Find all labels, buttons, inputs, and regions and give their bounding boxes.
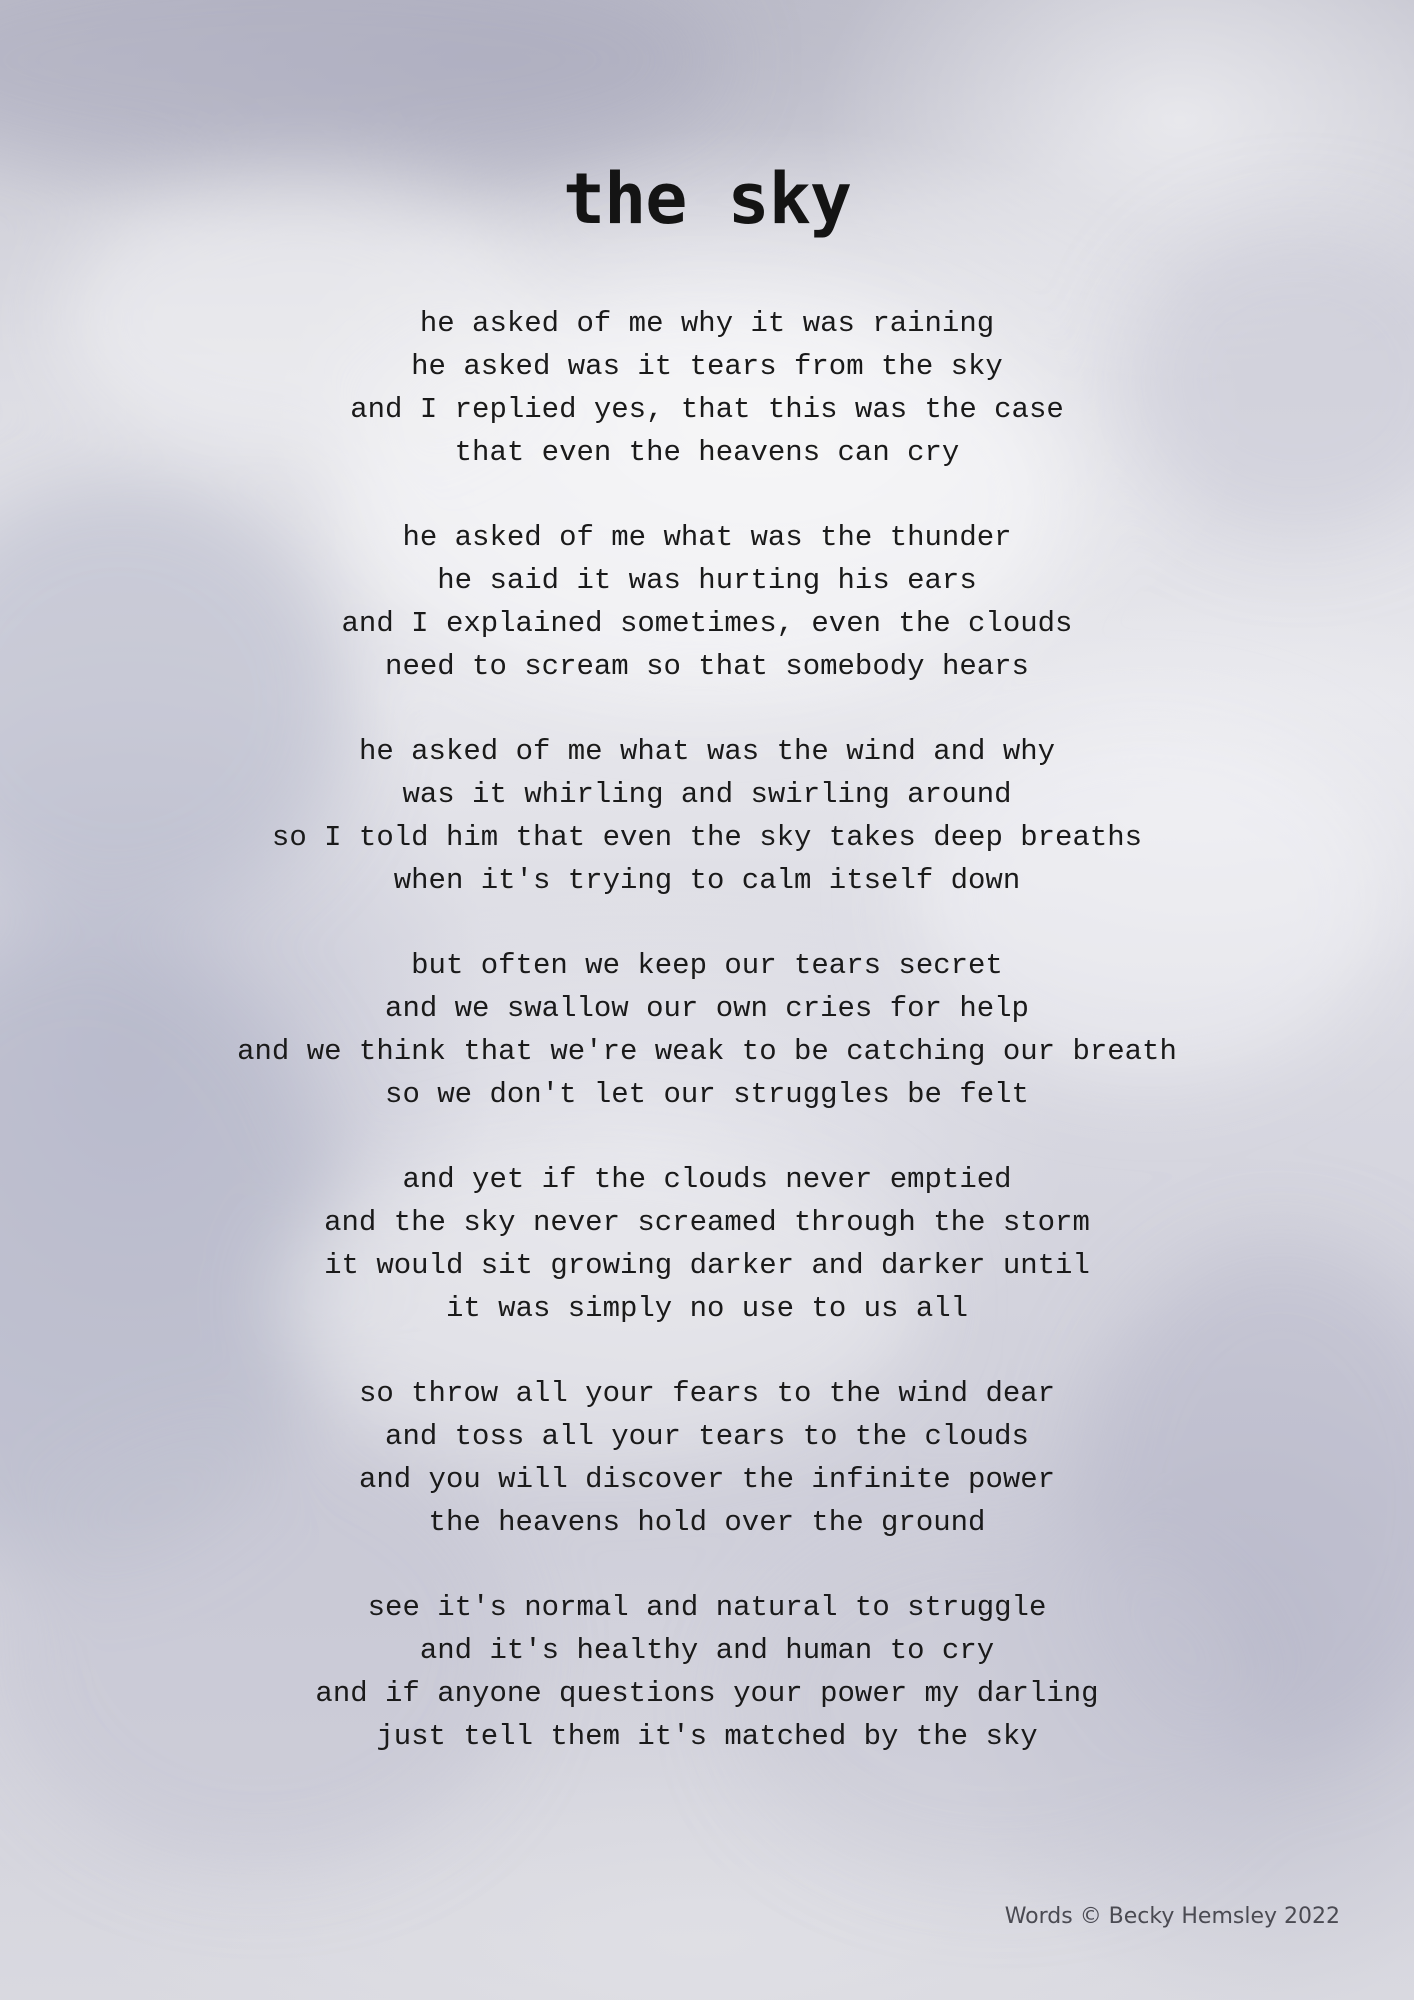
stanza-1 <box>0 302 1414 474</box>
copyright-credit: Words © Becky Hemsley 2022 <box>1004 1904 1340 1929</box>
poem-line: he said it was hurting his ears <box>437 564 977 597</box>
poem-body <box>0 302 1414 1800</box>
stanza-5 <box>0 1158 1414 1330</box>
poem-line: and we think that we're weak to be catching our breath <box>237 1035 1177 1068</box>
stanza-4 <box>0 944 1414 1116</box>
poem-line: when it's trying to calm itself down <box>393 864 1021 897</box>
poem-line: the heavens hold over the ground <box>428 1506 986 1539</box>
poem-title: the sky <box>562 158 851 240</box>
poem-line: but often we keep our tears secret <box>411 949 1003 982</box>
poem-line: so I told him that even the sky takes deep breaths <box>271 821 1143 854</box>
poem-line: he asked of me what was the wind and why <box>358 735 1056 768</box>
poem-line: and toss all your tears to the clouds <box>385 1420 1029 1453</box>
poem-line: he asked of me what was the thunder <box>402 521 1012 554</box>
poem-line: he asked was it tears from the sky <box>411 350 1003 383</box>
stanza-7 <box>0 1586 1414 1758</box>
poem-line: that even the heavens can cry <box>454 436 960 469</box>
poem-line: just tell them it's matched by the sky <box>376 1720 1038 1753</box>
stanza-2 <box>0 516 1414 688</box>
poem-line: need to scream so that somebody hears <box>385 650 1029 683</box>
poem-line: he asked of me why it was raining <box>419 307 995 340</box>
poem-line: and we swallow our own cries for help <box>385 992 1029 1025</box>
poem-line: and I explained sometimes, even the clouds <box>341 607 1073 640</box>
poem-line: was it whirling and swirling around <box>402 778 1012 811</box>
stanza-6 <box>0 1372 1414 1544</box>
stanza-3 <box>0 730 1414 902</box>
poem-line: it was simply no use to us all <box>445 1292 969 1325</box>
poem-line: so we don't let our struggles be felt <box>385 1078 1029 1111</box>
poem-line: and the sky never screamed through the storm <box>324 1206 1090 1239</box>
poem-line: and yet if the clouds never emptied <box>402 1163 1012 1196</box>
poem-line: and it's healthy and human to cry <box>419 1634 995 1667</box>
poem-line: and I replied yes, that this was the case <box>350 393 1064 426</box>
poem-line: and if anyone questions your power my darling <box>315 1677 1099 1710</box>
poem-line: it would sit growing darker and darker until <box>324 1249 1090 1282</box>
poem-line: see it's normal and natural to struggle <box>367 1591 1047 1624</box>
poem-line: so throw all your fears to the wind dear <box>358 1377 1056 1410</box>
poem-line: and you will discover the infinite power <box>358 1463 1056 1496</box>
